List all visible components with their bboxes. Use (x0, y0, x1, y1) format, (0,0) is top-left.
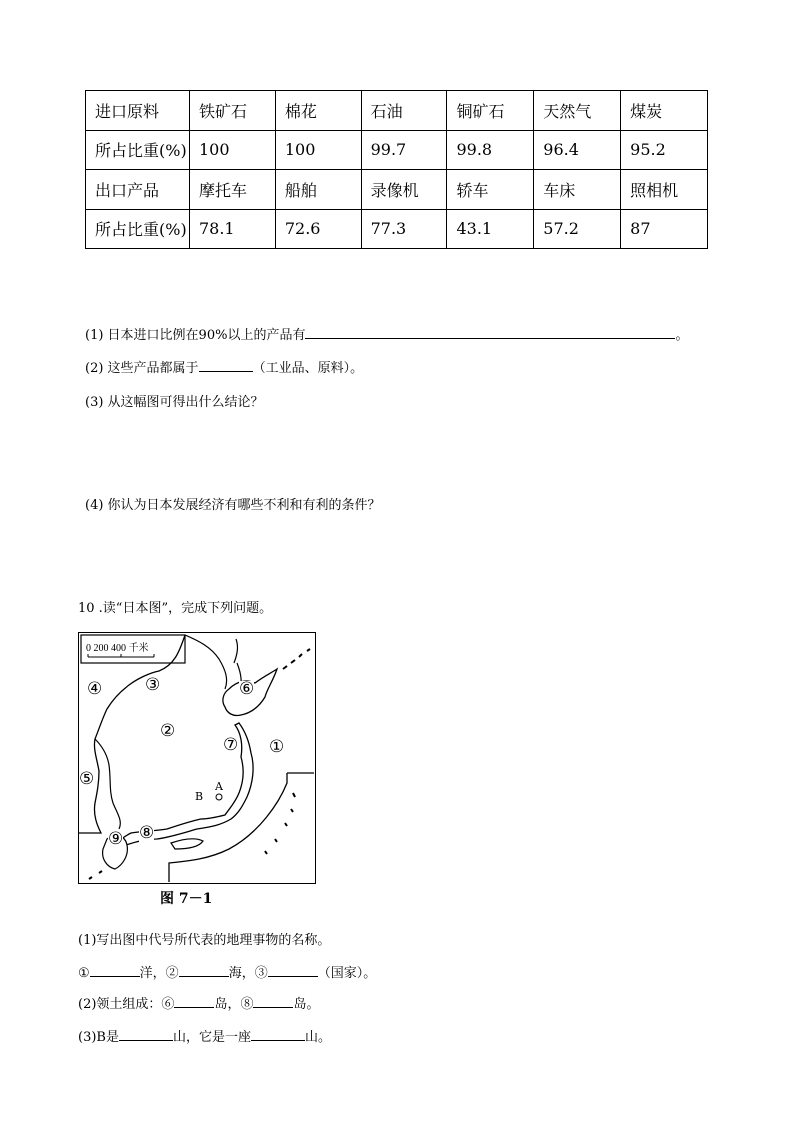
question-9-2-text: (2) 这些产品都属于 (85, 361, 199, 376)
japan-map (78, 632, 316, 884)
label-country-5: ⑤ (79, 769, 95, 789)
table-cell: 车床 (534, 170, 621, 210)
question-9-3: (3) 从这幅图可得出什么结论？ (85, 395, 264, 410)
table-row (86, 209, 708, 249)
code-8: ⑧ (240, 997, 254, 1012)
table-cell: 铜矿石 (447, 91, 534, 131)
question-9-1-text: (1) 日本进口比例在90%以上的产品有 (85, 328, 306, 343)
code-6: ⑥ (161, 997, 175, 1012)
code-6-suffix: 岛， (214, 997, 241, 1012)
answer-blank (199, 359, 253, 372)
shikoku (171, 839, 203, 849)
code-3-suffix: （国家）。 (317, 966, 377, 981)
table-cell: 天然气 (534, 91, 621, 131)
table-cell: 100 (189, 130, 275, 170)
south-islands (89, 871, 102, 879)
table-cell: 87 (621, 209, 708, 249)
table-cell: 43.1 (447, 209, 534, 249)
label-pacific-ocean: ① (269, 737, 285, 757)
territory-lead: (2)领土组成： (78, 997, 162, 1012)
table-cell: 录像机 (361, 170, 447, 210)
label-kyushu: ⑨ (108, 829, 124, 849)
table-cell: 99.7 (361, 130, 447, 170)
question-10-2 (78, 993, 319, 1012)
question-10-3 (78, 1026, 331, 1045)
table-cell: 照相机 (621, 170, 708, 210)
table-row (86, 170, 708, 210)
coast-north (185, 635, 227, 689)
pacific-islands (265, 793, 295, 854)
korea-coast (95, 739, 120, 829)
question-9-1 (85, 324, 688, 343)
question-9-1-end: 。 (675, 328, 689, 343)
label-country-4: ④ (87, 679, 103, 699)
table-cell: 轿车 (447, 170, 534, 210)
question-10-1: (1)写出图中代号所代表的地理事物的名称。 (78, 933, 331, 948)
answer-blank (90, 964, 140, 977)
answer-blank (268, 964, 318, 977)
mountain-end: 山。 (304, 1030, 331, 1045)
answer-blank (174, 995, 214, 1008)
code-2: ② (165, 966, 179, 981)
table-cell: 96.4 (534, 130, 621, 170)
question-10-heading: 10 .读“日本图”，完成下列问题。 (78, 601, 273, 616)
table-row (86, 130, 708, 170)
label-point-a: A (215, 780, 223, 793)
label-7: ⑦ (223, 735, 239, 755)
answer-blank (179, 964, 229, 977)
label-shikoku: ⑧ (139, 823, 155, 843)
row-header-cell: 进口原料 (86, 91, 190, 131)
code-1-suffix: 洋， (139, 966, 166, 981)
question-10-1-answers (78, 962, 376, 981)
table-cell: 77.3 (361, 209, 447, 249)
label-hokkaido: ⑥ (239, 679, 255, 699)
label-country-3: ③ (145, 675, 161, 695)
label-point-b: B (195, 790, 204, 803)
question-9-2 (85, 357, 363, 376)
kuril-islands (283, 649, 310, 669)
scale-text: 0 200 400 千米 (86, 643, 149, 654)
table-cell: 棉花 (275, 91, 361, 131)
mountain-mid: 山，它是一座 (172, 1030, 251, 1045)
code-3: ③ (254, 966, 268, 981)
table-cell: 99.8 (447, 130, 534, 170)
point-a-marker (216, 794, 222, 800)
trade-table-body (86, 91, 708, 249)
row-header-cell: 所占比重(%) (86, 209, 190, 249)
table-cell: 72.6 (275, 209, 361, 249)
code-8-suffix: 岛。 (293, 997, 320, 1012)
code-2-suffix: 海， (228, 966, 255, 981)
answer-blank (253, 995, 293, 1008)
question-9-4: (4) 你认为日本发展经济有哪些不利和有利的条件？ (85, 498, 381, 513)
table-cell: 船舶 (275, 170, 361, 210)
table-cell: 57.2 (534, 209, 621, 249)
question-9-2-end: （工业品、原料）。 (252, 361, 364, 376)
answer-blank (305, 326, 675, 339)
code-1: ① (78, 966, 90, 981)
trade-table (85, 90, 708, 249)
mountain-lead: (3)B是 (78, 1030, 119, 1045)
table-cell: 煤炭 (621, 91, 708, 131)
answer-blank (251, 1028, 305, 1041)
answer-blank (119, 1028, 173, 1041)
table-cell: 100 (275, 130, 361, 170)
row-header-cell: 所占比重(%) (86, 130, 190, 170)
row-header-cell: 出口产品 (86, 170, 190, 210)
table-cell: 78.1 (189, 209, 275, 249)
table-cell: 95.2 (621, 130, 708, 170)
label-sea-of-japan: ② (160, 721, 176, 741)
map-caption: 图 7－1 (160, 891, 213, 907)
table-row (86, 91, 708, 131)
table-cell: 摩托车 (189, 170, 275, 210)
table-cell: 石油 (361, 91, 447, 131)
table-cell: 铁矿石 (189, 91, 275, 131)
